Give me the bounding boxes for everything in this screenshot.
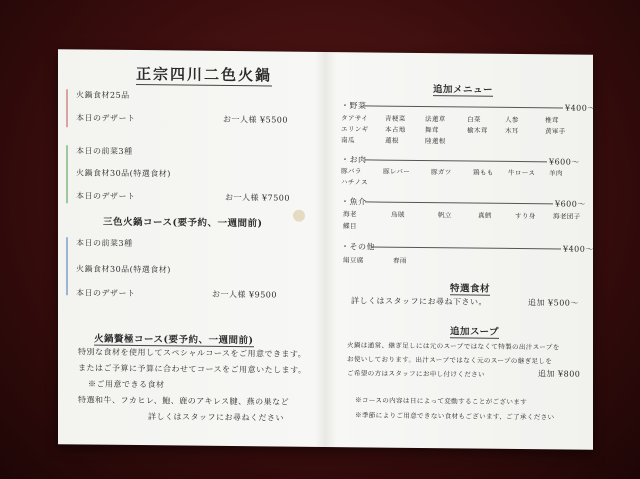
course3-price: お一人様 ¥9500 — [212, 289, 277, 300]
note-line: ※季節によりご用意できない食材もございます、ご了承ください — [355, 411, 555, 422]
right-page — [333, 52, 596, 450]
veg-item: 木耳 — [505, 126, 519, 136]
veg-item: 椎茸 — [545, 116, 559, 125]
veg-item: タアサイ — [341, 114, 369, 123]
soup-line: 火鍋は通常、継ぎ足しには元のスープではなくて特製の出汁スープを — [347, 341, 560, 352]
course2-bar — [66, 145, 68, 203]
veg-label: ・野菜 — [341, 101, 367, 111]
fish-item: 真鱈 — [478, 211, 492, 220]
meat-price: ¥600～ — [549, 157, 580, 167]
veg-item: 榆木茸 — [467, 126, 488, 135]
veg-item: 舞茸 — [425, 126, 439, 135]
course1-item: 本日のデザート — [76, 113, 136, 124]
other-line — [371, 246, 561, 249]
special-food-price: 追加 ¥500～ — [528, 298, 579, 308]
course3-item: 本日のデザート — [76, 288, 136, 299]
other-item: 絹豆腐 — [343, 256, 364, 265]
course3-item: 本日の前菜3種 — [76, 238, 133, 248]
fish-item: 烏賊 — [391, 210, 405, 219]
veg-item: 本占地 — [385, 125, 406, 134]
special-line: 特別な食材を使用してスペシャルコースをご用意できます。 — [78, 347, 307, 359]
veg-item: 黄軍手 — [545, 127, 566, 136]
additional-menu-title: 追加メニュー — [433, 81, 493, 97]
soup-line: ご希望の方はスタッフにお申し付けください — [347, 369, 485, 379]
veg-item: 青梗菜 — [385, 114, 406, 123]
menu-title: 正宗四川二色火鍋 — [136, 65, 273, 85]
meat-line — [365, 159, 547, 162]
meat-item: 豚ガツ — [431, 168, 452, 177]
special-line: 詳しくはスタッフにお尋ねください — [148, 412, 284, 423]
soup-price: 追加 ¥800 — [538, 369, 581, 379]
soup-line: お使いしております。出汁スープではなく元のスープの継ぎ足しを — [347, 355, 553, 366]
veg-item: 蓮根 — [385, 136, 399, 145]
course2-item: 火鍋食材30品(特選食材) — [76, 168, 171, 179]
meat-item: 豚バラ — [341, 167, 362, 176]
menu-paper — [58, 49, 596, 450]
meat-item: 鶏もも — [473, 168, 494, 177]
meat-item: 豚レバー — [383, 167, 411, 176]
veg-item: 南瓜 — [341, 136, 355, 145]
note-line: ※コースの内容は日によって変動することがございます — [355, 396, 528, 407]
veg-item: 人参 — [505, 115, 519, 125]
fish-price: ¥600～ — [555, 199, 586, 209]
special-line: またはご予算に予算に合わせてコースをご用意いたします。 — [78, 363, 307, 375]
special-food-heading: 特選食材 — [450, 280, 490, 295]
meat-item: ハチノス — [341, 178, 368, 187]
course1-price: お一人様 ¥5500 — [223, 114, 288, 125]
course1-bar — [66, 89, 68, 127]
meat-label: ・お肉 — [341, 155, 367, 165]
fish-item: 帆立 — [438, 211, 452, 220]
meat-item: 牛ロース — [508, 168, 536, 178]
course2-item: 本日の前菜3種 — [76, 146, 133, 156]
veg-item: 法蓮草 — [425, 115, 446, 124]
fish-item: 海老 — [343, 210, 357, 219]
course3-bar — [66, 237, 68, 295]
veg-item: 陸蓮根 — [425, 137, 446, 146]
meat-item: 羊肉 — [549, 169, 563, 178]
course3-heading: 三色火鍋コース(要予約、一週間前) — [103, 216, 263, 230]
course3-item: 火鍋食材30品(特選食材) — [76, 264, 171, 275]
fish-item: すり身 — [515, 211, 536, 221]
course2-price: お一人様 ¥7500 — [225, 192, 290, 203]
other-price: ¥400～ — [563, 244, 594, 254]
special-food-text: 詳しくはスタッフにお尋ね下さい。 — [351, 296, 487, 307]
fish-label: ・魚介 — [341, 197, 367, 207]
special-heading: 火鍋贅極コース(要予約、一週間前) — [94, 331, 254, 348]
soup-heading: 追加スープ — [450, 323, 499, 339]
course1-item: 火鍋食材25品 — [76, 90, 130, 100]
veg-item: 白菜 — [467, 115, 481, 124]
veg-price: ¥400～ — [565, 103, 596, 113]
special-line: ※ご用意できる食材 — [88, 379, 165, 390]
fish-line — [365, 201, 553, 204]
veg-line — [363, 105, 563, 108]
other-label: ・その他 — [341, 242, 375, 252]
fish-item: 鰈目 — [343, 222, 357, 231]
other-item: 春雨 — [393, 256, 407, 265]
left-page — [58, 49, 323, 447]
fish-item: 海老団子 — [553, 212, 581, 221]
course2-item: 本日のデザート — [76, 191, 136, 202]
veg-item: エリンギ — [341, 125, 369, 134]
special-line: 特選和牛、フカヒレ、鮑、鹿のアキレス腱、燕の巣など — [78, 395, 290, 407]
